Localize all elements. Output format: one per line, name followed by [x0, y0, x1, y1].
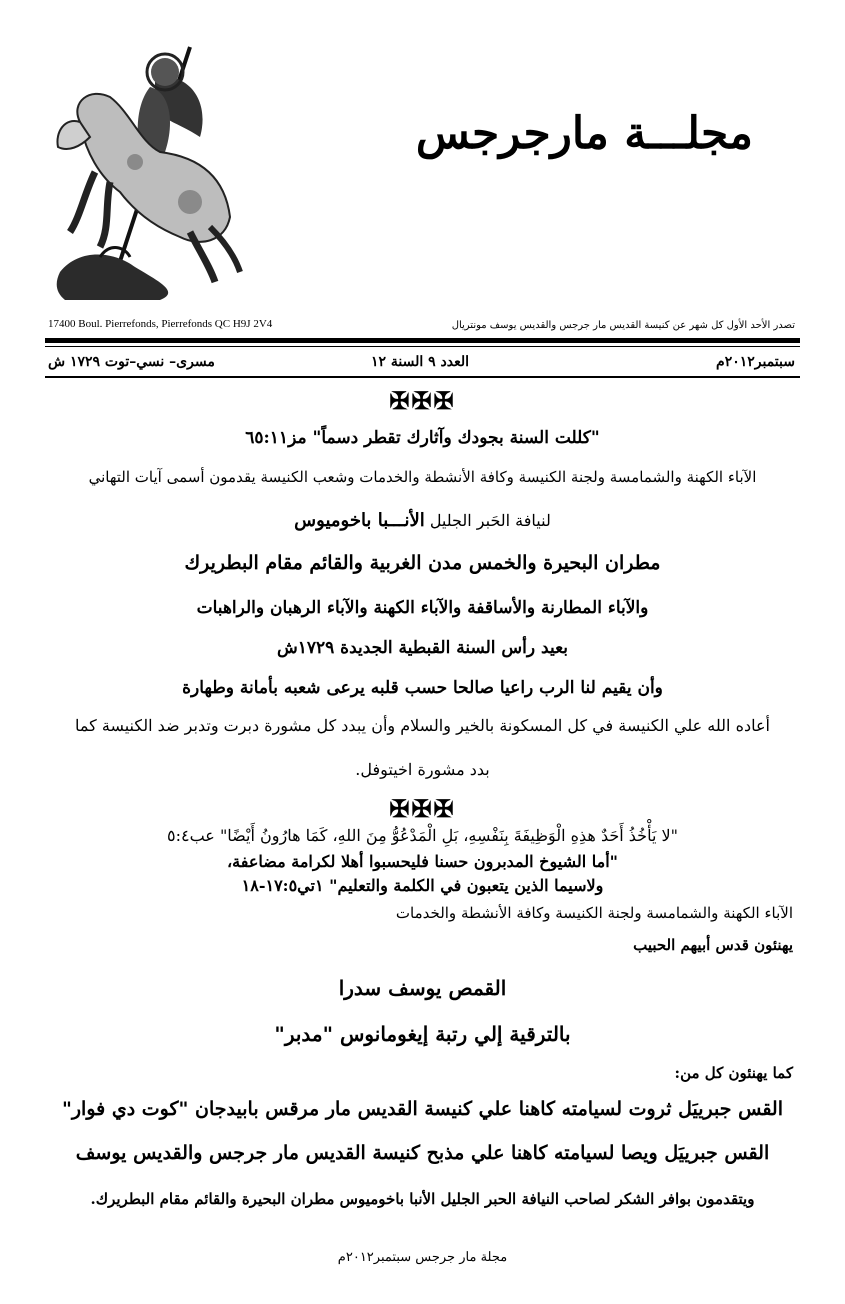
- prayer-line: وأن يقيم لنا الرب راعيا صالحا حسب قلبه يرعى شعبه بأمانة وطهارة: [182, 678, 663, 698]
- greeting-recipient: [50, 510, 795, 531]
- coptic-months: مسرى– نسي–توت ١٧٢٩ ش: [48, 354, 215, 370]
- new-year-line: بعيد رأس السنة القبطية الجديدة ١٧٢٩ش: [276, 638, 569, 658]
- greeting-line: الآباء الكهنة والشمامسة ولجنة الكنيسة وكافة الأنشطة والخدمات وشعب الكنيسة يقدمون أسمى آيات التهاني: [88, 468, 757, 486]
- page-footer: مجلة مار جرجس سبتمبر٢٠١٢م: [337, 1250, 508, 1265]
- magazine-title: مجلـــة مارجرجس: [415, 108, 753, 159]
- congratulators: الآباء الكهنة والشمامسة ولجنة الكنيسة وكافة الأنشطة والخدمات: [395, 904, 793, 922]
- blessing-line-end: بدد مشورة اخيتوفل.: [355, 760, 490, 779]
- bishop-title: مطران البحيرة والخمس مدن الغربية والقائم مقام البطريرك: [184, 552, 661, 574]
- thanks-line: ويتقدمون بوافر الشكر لصاحب النيافة الحبر الجليل الأنبا باخوميوس مطران البحيرة والقائم مقام البطريرك.: [90, 1190, 755, 1208]
- timothy-verse-end: ولاسيما الذين يتعبون في الكلمة والتعليم" ١تي١٧:٥-١٨: [241, 876, 604, 895]
- issue-number: العدد ٩ السنة ١٢: [370, 354, 470, 370]
- psalm-verse: "كللت السنة بجودك وآثارك تقطر دسماً" مز٦٥:١١: [245, 428, 600, 448]
- greeting-recipient-prefix: لنيافة الحَبر الجليل: [429, 511, 551, 530]
- priest-name: القمص يوسف سدرا: [338, 976, 507, 1000]
- also-congratulate: كما يهنئون كل من:: [674, 1064, 793, 1082]
- congratulate-line: يهنئون قدس أبيهم الحبيب: [633, 936, 793, 954]
- ordination-line: القس جبرييَل ويصا لسيامته كاهنا علي مذبح كنيسة القديس مار جرجس والقديس يوسف: [75, 1142, 770, 1164]
- issue-date: سبتمبر٢٠١٢م: [716, 354, 795, 370]
- blessing-line: أعاده الله علي الكنيسة في كل المسكونة بالخير والسلام وأن يبدد كل مشورة دبرت وتدبر ضد الكنيسة كما: [75, 716, 770, 735]
- header-divider-thick: [45, 338, 800, 343]
- crosses-icon: ✠✠✠: [389, 794, 456, 823]
- promotion-rank: بالترقية إلي رتبة إيغومانوس "مدبر": [274, 1022, 571, 1046]
- publication-note: تصدر الأحد الأول كل شهر عن كنيسة القديس مار جرجس والقديس يوسف مونتريال: [451, 320, 795, 331]
- crosses-icon: ✠✠✠: [389, 386, 456, 415]
- meta-divider: [45, 376, 800, 378]
- st-george-dragon-icon: [40, 42, 245, 302]
- timothy-verse: "أما الشيوخ المدبرون حسنا فليحسبوا أهلا لكرامة مضاعفة،: [226, 852, 618, 871]
- clergy-line: والآباء المطارنة والأساقفة والآباء الكهنة والآباء الرهبان والراهبات: [196, 598, 649, 618]
- bishop-name: الأنـــبا باخوميوس: [294, 510, 425, 531]
- ordination-line: القس جبرييَل ثروت لسيامته كاهنا علي كنيسة القديس مار مرقس بابيدجان "كوت دي فوار": [61, 1098, 783, 1120]
- church-address: 17400 Boul. Pierrefonds, Pierrefonds QC H9J 2V4: [48, 318, 273, 330]
- header-divider-thin: [45, 346, 800, 347]
- hebrews-verse: "لا يَأْخُذُ أَحَدٌ هذِهِ الْوَظِيفَةَ بِنَفْسِهِ، بَلِ الْمَدْعُوُّ مِنَ اللهِ، كَمَا هارُونُ أَيْضًا" عب٥:٤: [167, 826, 678, 845]
